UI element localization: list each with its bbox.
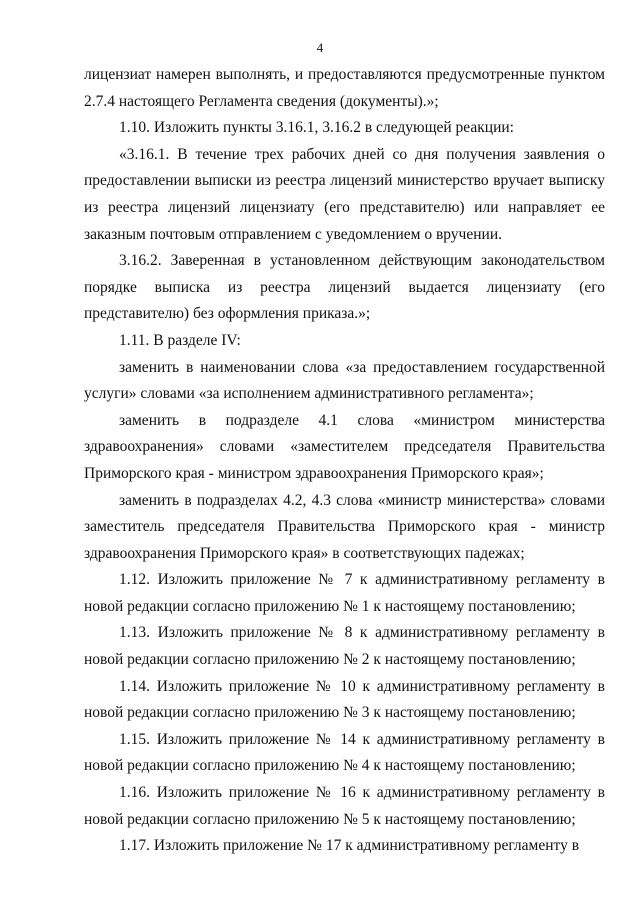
paragraph-item-1-11: 1.11. В разделе IV:	[119, 331, 241, 349]
document-body	[84, 62, 605, 860]
paragraph-item-1-13: 1.13. Изложить приложение № 8 к административному регламенту в новой редакции согласно приложению № 2 к настоящему постановлению;	[84, 624, 605, 669]
paragraph-replace-title: заменить в наименовании слова «за предоставлением государственной услуги» словами «за исполнением административного регламента»;	[84, 358, 605, 403]
paragraph-item-1-10: 1.10. Изложить пункты 3.16.1, 3.16.2 в следующей реакции:	[119, 119, 514, 137]
paragraph-item-1-16: 1.16. Изложить приложение № 16 к административному регламенту в новой редакции согласно приложению № 5 к настоящему постановлению;	[84, 784, 605, 828]
paragraph-3-16-1: «3.16.1. В течение трех рабочих дней со дня получения заявления о предоставлении выписки из реестра лицензий министерство вручает выписку из реестра лицензий лицензиату (его представителю) или направляет ее заказным почтовым отправлением с уведомлением о вручении.	[84, 145, 605, 243]
page-number: 4	[316, 40, 324, 55]
paragraph-item-1-12: 1.12. Изложить приложение № 7 к административному регламенту в новой редакции согласно приложению № 1 к настоящему постановлению;	[84, 571, 605, 615]
paragraph-replace-4-1: заменить в подразделе 4.1 слова «министром министерства здравоохранения» словами «заместителем председателя Правительства Приморского края - министром здравоохранения Приморского края»;	[84, 411, 605, 482]
paragraph-continuation: лицензиат намерен выполнять, и предоставляются предусмотренные пунктом 2.7.4 настоящего Регламента сведения (документы).»;	[84, 66, 605, 110]
paragraph-item-1-17: 1.17. Изложить приложение № 17 к административному регламенту в	[119, 837, 580, 855]
paragraph-replace-4-2-4-3: заменить в подразделах 4.2, 4.3 слова «министр министерства» словами заместитель председателя Правительства Приморского края - министр здравоохранения Приморского края» в соответствующих падежах;	[84, 491, 605, 562]
paragraph-item-1-14: 1.14. Изложить приложение № 10 к административному регламенту в новой редакции согласно приложению № 3 к настоящему постановлению;	[84, 677, 605, 722]
paragraph-item-1-15: 1.15. Изложить приложение № 14 к административному регламенту в новой редакции согласно приложению № 4 к настоящему постановлению;	[84, 730, 605, 775]
paragraph-3-16-2: 3.16.2. Заверенная в установленном действующим законодательством порядке выписка из реестра лицензий выдается лицензиату (его представителю) без оформления приказа.»;	[84, 252, 605, 323]
